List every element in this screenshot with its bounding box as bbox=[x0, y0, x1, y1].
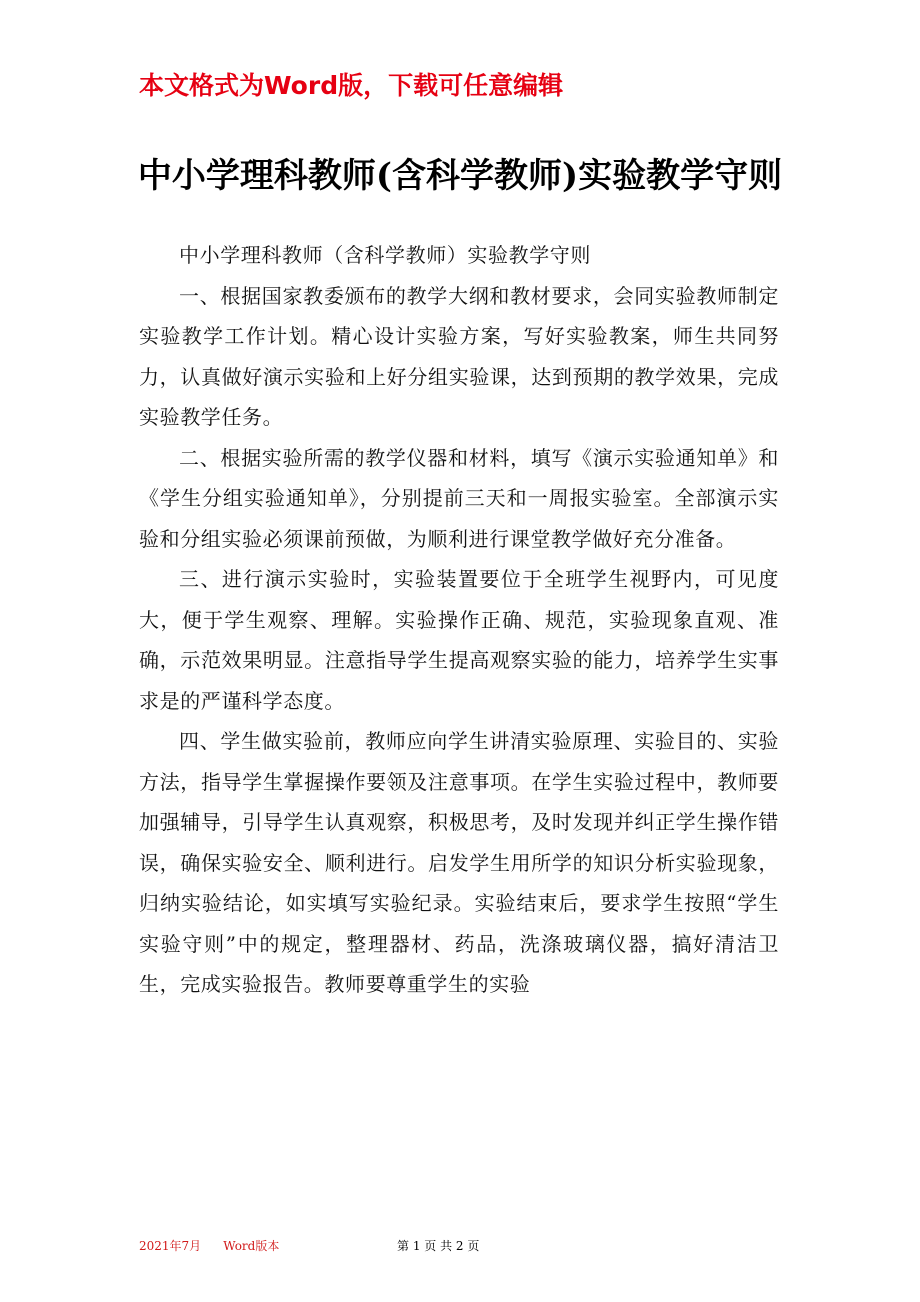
format-notice: 本文格式为Word版，下载可任意编辑 bbox=[139, 71, 564, 100]
document-title: 中小学理科教师(含科学教师)实验教学守则 bbox=[137, 156, 783, 196]
paragraph-3: 三、进行演示实验时，实验装置要位于全班学生视野内，可见度大，便于学生观察、理解。实验操作正确、规范，实验现象直观、准确，示范效果明显。注意指导学生提高观察实验的能力，培养学生实事求是的严谨科学态度。 bbox=[139, 567, 779, 713]
paragraph-2: 二、根据实验所需的教学仪器和材料，填写《演示实验通知单》和《学生分组实验通知单》，分别提前三天和一周报实验室。全部演示实验和分组实验必须课前预做，为顺利进行课堂教学做好充分准备。 bbox=[139, 445, 779, 551]
document-body bbox=[139, 235, 779, 1005]
footer-date: 2021年7月 bbox=[139, 1239, 202, 1253]
page-number: 第 1 页 共 2 页 bbox=[397, 1239, 480, 1253]
footer-meta bbox=[139, 1236, 279, 1256]
subtitle-paragraph: 中小学理科教师（含科学教师）实验教学守则 bbox=[179, 243, 591, 267]
page-footer bbox=[139, 1236, 779, 1256]
paragraph-1: 一、根据国家教委颁布的教学大纲和教材要求，会同实验教师制定实验教学工作计划。精心设计实验方案，写好实验教案，师生共同努力，认真做好演示实验和上好分组实验课，达到预期的教学效果，完成实验教学任务。 bbox=[139, 283, 779, 429]
footer-version: Word版本 bbox=[223, 1239, 280, 1253]
paragraph-4: 四、学生做实验前，教师应向学生讲清实验原理、实验目的、实验方法，指导学生掌握操作要领及注意事项。在学生实验过程中，教师要加强辅导，引导学生认真观察，积极思考，及时发现并纠正学生操作错误，确保实验安全、顺利进行。启发学生用所学的知识分析实验现象，归纳实验结论，如实填写实验纪录。实验结束后，要求学生按照“学生实验守则”中的规定，整理器材、药品，洗涤玻璃仪器，搞好清洁卫生，完成实验报告。教师要尊重学生的实验 bbox=[139, 729, 779, 996]
